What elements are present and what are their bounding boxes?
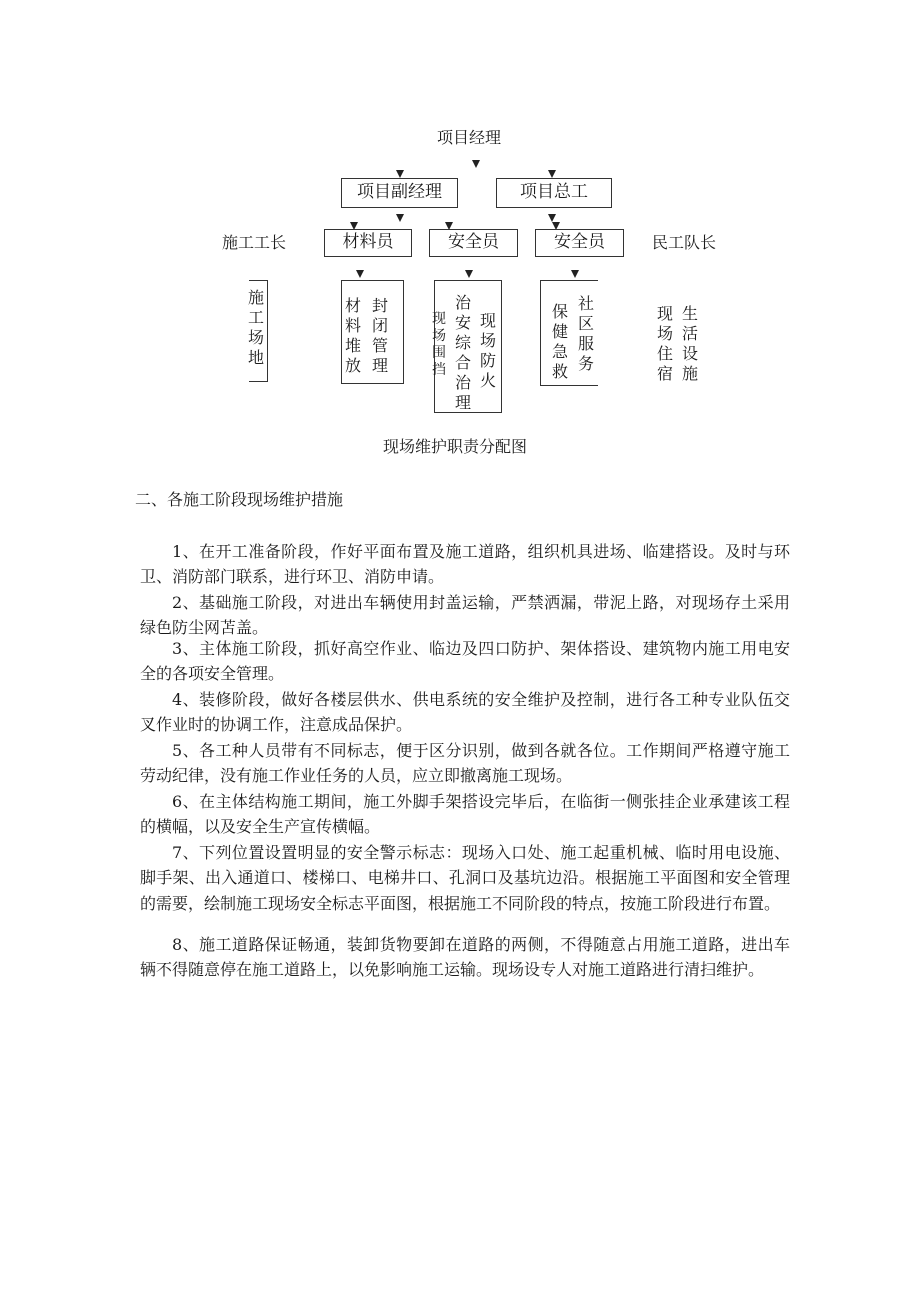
- arrow-icon: [396, 214, 404, 222]
- node-deputy-manager: 项目副经理: [341, 178, 458, 208]
- foreman-label: 施工工长: [222, 233, 287, 252]
- paragraph-2: 2、基础施工阶段，对进出车辆使用封盖运输，严禁洒漏，带泥上路，对现场存土采用绿色防尘网苫盖。: [140, 593, 790, 638]
- arrow-icon: [465, 270, 473, 278]
- node-material-officer: 材料员: [324, 229, 412, 257]
- duty-material-storage: 材料堆放: [344, 296, 361, 375]
- chart-top-node: 项目经理: [437, 128, 502, 147]
- duty-site: 施工场地: [247, 288, 264, 367]
- duty-fire-prevention: 现场防火: [479, 311, 496, 390]
- duty-site-fencing: 现场围挡: [432, 311, 446, 378]
- paragraph-7: 7、下列位置设置明显的安全警示标志：现场入口处、施工起重机械、临时用电设施、脚手架、出入通道口、楼梯口、电梯井口、孔洞口及基坑边沿。根据施工平面图和安全管理的需要，绘制施工现场安全标志平面图，根据施工不同阶段的特点，按施工阶段进行布置。: [140, 843, 790, 913]
- duty-community-service: 社区服务: [577, 294, 594, 373]
- paragraph-6: 6、在主体结构施工期间，施工外脚手架搭设完毕后，在临街一侧张挂企业承建该工程的横幅，以及安全生产宣传横幅。: [140, 792, 790, 837]
- paragraph-8: 8、施工道路保证畅通，装卸货物要卸在道路的两侧，不得随意占用施工道路，进出车辆不得随意停在施工道路上，以免影响施工运输。现场设专人对施工道路进行清扫维护。: [140, 935, 790, 980]
- worker-captain-label: 民工队长: [652, 233, 717, 252]
- paragraph-4: 4、装修阶段，做好各楼层供水、供电系统的安全维护及控制，进行各工种专业队伍交叉作业时的协调工作，注意成品保护。: [140, 690, 790, 735]
- node-safety-officer-2: 安全员: [535, 229, 624, 257]
- arrow-icon: [356, 270, 364, 278]
- arrow-icon: [396, 170, 404, 178]
- arrow-icon: [548, 170, 556, 178]
- duty-health-first-aid: 保健急救: [551, 302, 568, 381]
- paragraph-1: 1、在开工准备阶段，作好平面布置及施工道路，组织机具进场、临建搭设。及时与环卫、消防部门联系，进行环卫、消防申请。: [140, 542, 790, 587]
- paragraph-5: 5、各工种人员带有不同标志，便于区分识别，做到各就各位。工作期间严格遵守施工劳动纪律，没有施工作业任务的人员，应立即撤离施工现场。: [140, 741, 790, 786]
- arrow-icon: [571, 270, 579, 278]
- duty-closed-management: 封闭管理: [371, 296, 388, 375]
- duty-living-facilities: 生活设施: [681, 304, 698, 383]
- duty-site-accommodation: 现场住宿: [656, 304, 673, 383]
- node-chief-engineer: 项目总工: [496, 178, 612, 208]
- node-safety-officer-1: 安全员: [429, 229, 518, 257]
- chart-caption: 现场维护职责分配图: [383, 437, 528, 456]
- arrow-icon: [472, 160, 480, 168]
- arrow-icon: [548, 214, 556, 222]
- duty-public-security: 治安综合治理: [454, 293, 471, 412]
- section-title: 二、各施工阶段现场维护措施: [135, 490, 344, 509]
- paragraph-3: 3、主体施工阶段，抓好高空作业、临边及四口防护、架体搭设、建筑物内施工用电安全的各项安全管理。: [140, 639, 790, 684]
